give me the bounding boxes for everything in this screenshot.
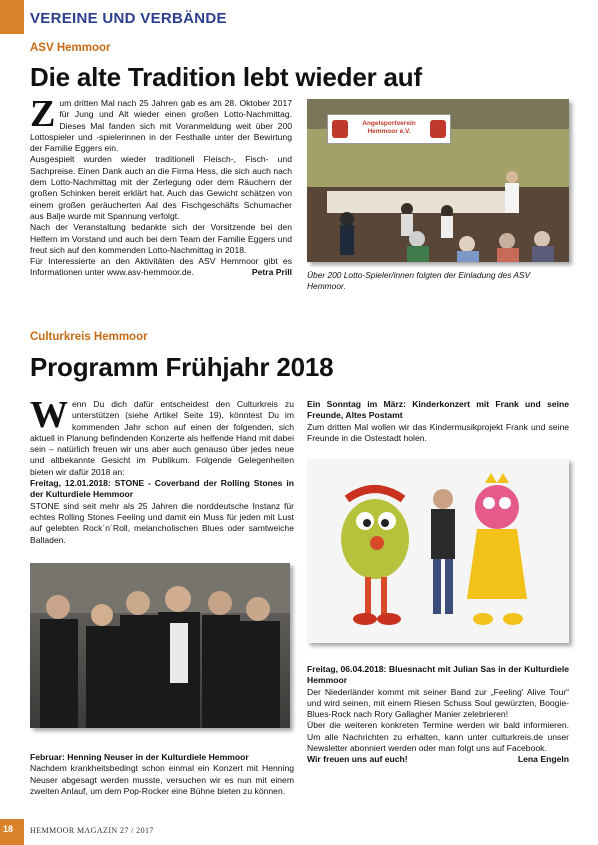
- article-paragraph: Über die weiteren konkreten Termine werden wir bald informieren. Um alle Nachrichten zu erhalten, kann unter culturkreis.de unser Newsletter abonniert werden oder man folgt uns auf Facebook.: [307, 720, 569, 754]
- article-kicker: Culturkreis Hemmoor: [30, 331, 148, 343]
- article-body: [307, 664, 569, 766]
- event-title: Freitag, 12.01.2018: STONE - Coverband der Rolling Stones in der Kulturdiele Hemmoor: [30, 478, 294, 500]
- event-text: Nachdem krankheitsbedingt schon einmal ein Konzert mit Henning Neuser abgesagt werden musste, versuchen wir es nun mit einem zweiten Anlauf, um dem Pop-Rocker eine Bühne bieten zu können.: [30, 763, 294, 796]
- club-crest-icon: [332, 120, 348, 138]
- event-text: Zum dritten Mal wollen wir das Kindermusikprojekt Frank und seine Freunde in die Ostestadt holen.: [307, 421, 569, 443]
- article-paragraph: Wir freuen uns auf euch! Lena Engeln: [307, 754, 569, 765]
- author-name: Petra Prill: [251, 267, 292, 278]
- article-headline: Programm Frühjahr 2018: [30, 352, 334, 382]
- article-body: [30, 93, 292, 279]
- article-paragraph: Ausgespielt wurden wieder traditionell Fleisch-, Fisch- und Sachpreise. Einen Dank auch an die Firma Hess, die sich auch nach dem Lotto-Nachmittag mit der Zerlegung oder dem Räuchern der großen Schinken bereit erklärt hat. Auch das Gewicht schätzen von einem großen geräucherten Aal des Fischgeschäfts Schumacher aus Balje wurde mit Spannung verfolgt.: [30, 154, 292, 221]
- band-photo: [30, 563, 290, 728]
- drop-cap: W: [30, 394, 68, 436]
- article-paragraph: um dritten Mal nach 25 Jahren gab es am 28. Oktober 2017 für Jung und Alt wieder einen großen Lotto-Nachmittag. Dieses Mal fanden sich mit Voranmeldung weit über 200 Lottospieler und -spielerinnen in der Festhalle unter der Bewirtung der Familie Eggers ein.: [30, 98, 292, 154]
- kids-concert-photo: [307, 459, 569, 643]
- club-crest-icon: [430, 120, 446, 138]
- article-body: [30, 394, 294, 546]
- section-title: VEREINE UND VERBÄNDE: [30, 10, 227, 27]
- article-headline: Die alte Tradition lebt wieder auf: [30, 62, 422, 92]
- banner-text: Angelsportverein Hemmoor e.V.: [362, 120, 416, 135]
- article-paragraph: Nach der Veranstaltung bedankte sich der Vorsitzende bei den Helfern im Vorstand und auch bei dem Team der Familie Eggers und freut sich auf den kommenden Lotto-Nachmittag in 2018.: [30, 222, 292, 255]
- event-title: Freitag, 06.04.2018: Bluesnacht mit Julian Sas in der Kulturdiele Hemmoor: [307, 664, 569, 686]
- event-title: Ein Sonntag im März: Kinderkonzert mit Frank und seine Freunde, Altes Postamt: [307, 399, 569, 421]
- author-name: Lena Engeln: [517, 754, 569, 765]
- article-paragraph: Für Interessierte an den Aktivitäten des ASV Hemmoor gibt es Informationen unter www.asv-hemmoor.de. Petra Prill: [30, 256, 292, 278]
- drop-cap: Z: [30, 93, 56, 135]
- article-paragraph: enn Du dich dafür entscheidest den Culturkreis zu unterstützen (siehe Artikel Seite 19), könntest Du im kommenden Jahr schon auf einen der folgenden, sich aktuell in Planung befindenden Konzerte als helfende Hand mit dabei sein – natürlich freuen wir uns aber auch genauso über jedes neue und altbekannte Gesicht im Publikum. Folgende Gelegenheiten bieten wir dafür 2018 an:: [30, 399, 294, 477]
- article-kicker: ASV Hemmoor: [30, 42, 111, 54]
- photo-caption: Über 200 Lotto-Spieler/innen folgten der Einladung des ASV Hemmoor.: [307, 270, 531, 291]
- event-text: STONE sind seit mehr als 25 Jahren die norddeutsche Instanz für echtes Rolling Stones Feeling und damit ein Muss für jeden mit Lust auf gelebten Rock´n´Roll, melancholischen Blues oder samtweiche Balladen.: [30, 500, 294, 545]
- lotto-event-photo: [307, 99, 569, 262]
- article-body: [30, 752, 294, 797]
- article-body: [307, 399, 569, 444]
- event-title: Februar: Henning Neuser in der Kulturdiele Hemmoor: [30, 752, 249, 762]
- event-text: Der Niederländer kommt mit seiner Band zur „Feeling' Alive Tour“ und wird seinen, mit einem Riesen Schuss Soul gewürzten, Boogie-Blues-Rock nach Rory Gallagher Manier zelebrieren!: [307, 686, 569, 720]
- section-accent-bar: [0, 0, 24, 34]
- magazine-name: HEMMOOR MAGAZIN 27 / 2017: [30, 826, 154, 835]
- page-number: 18: [3, 824, 14, 834]
- club-banner: [327, 114, 451, 144]
